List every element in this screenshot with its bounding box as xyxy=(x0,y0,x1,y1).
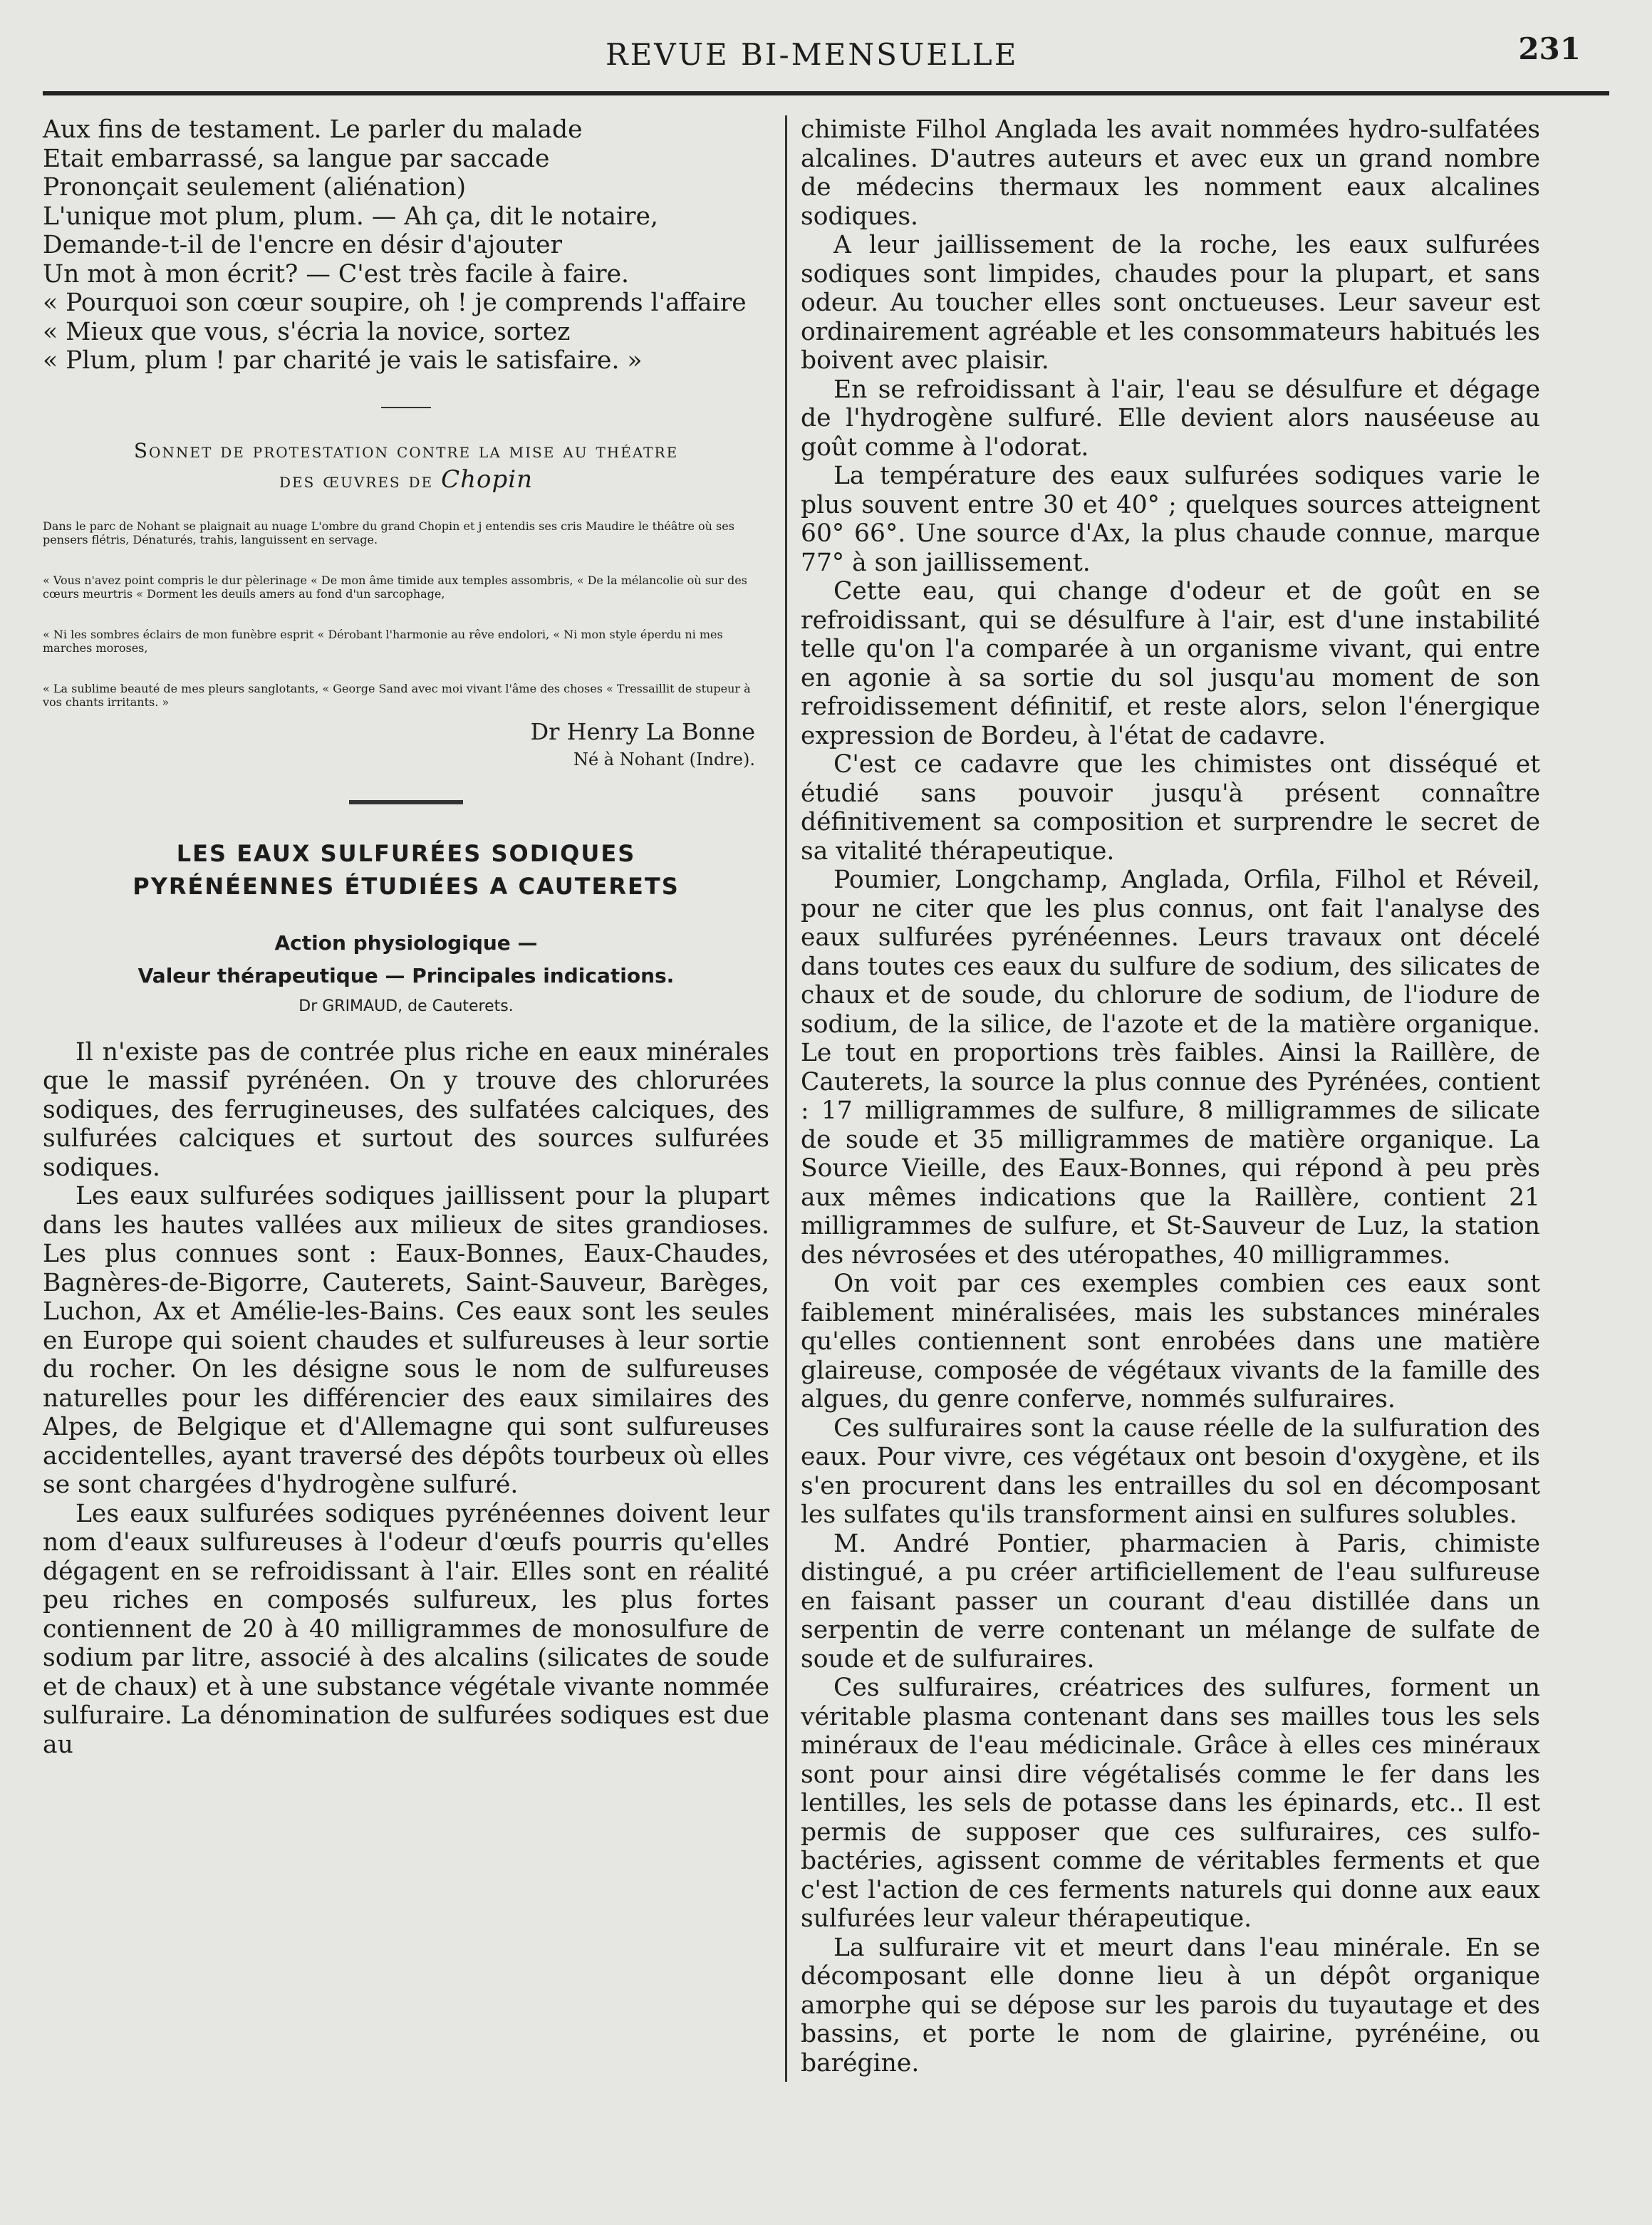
poem-line: « Dérobant l'harmonie au rêve endolori, xyxy=(317,627,550,641)
paragraph: Ces sulfuraires sont la cause réelle de la sulfuration des eaux. Pour vivre, ces végétaux ont besoin d'oxygène, et ils s'en procurent dans les entrailles du sol en décomposant les sulfates qu'ils transforment ainsi en sulfures solubles. xyxy=(801,1414,1540,1529)
poem-line: « Ni mon style éperdu ni mes marches moroses, xyxy=(43,627,723,655)
poem-line: L'unique mot plum, plum. — Ah ça, dit le notaire, xyxy=(43,202,658,231)
sonnet-title xyxy=(43,437,769,495)
sonnet-stanza xyxy=(43,628,769,655)
paragraph: On voit par ces exemples combien ces eaux sont faiblement minéralisées, mais les substances minérales qu'elles contiennent sont enrobées dans une matière glaireuse, composée de végétaux vivants de la famille des algues, du genre conferve, nommés sulfuraires. xyxy=(801,1270,1540,1414)
poem-line: « Vous n'avez point compris le dur pèlerinage xyxy=(43,573,307,587)
paragraph: A leur jaillissement de la roche, les eaux sulfurées sodiques sont limpides, chaudes pour la plupart, et sans odeur. Au toucher elles sont onctueuses. Leur saveur est ordinairement agréable et les consommateurs habitués les boivent avec plaisir. xyxy=(801,231,1540,375)
poem-line: Etait embarrassé, sa langue par saccade xyxy=(43,144,550,173)
paragraph: C'est ce cadavre que les chimistes ont disséqué et étudié sans pouvoir jusqu'à présent connaître définitivement sa composition et surprendre le secret de sa vitalité thérapeutique. xyxy=(801,750,1540,866)
poem-line: « De mon âme timide aux temples assombris, xyxy=(311,573,573,587)
poem-line: « Mieux que vous, s'écria la novice, sortez xyxy=(43,317,571,346)
running-head: REVUE BI-MENSUELLE xyxy=(606,37,1019,72)
sonnet-stanza xyxy=(43,574,769,601)
poem-line: « La sublime beauté de mes pleurs sanglotants, xyxy=(43,681,319,695)
left-column xyxy=(43,115,769,1759)
paragraph: Poumier, Longchamp, Anglada, Orfila, Filhol et Réveil, pour ne citer que les plus connus, ont fait l'analyse des eaux sulfurées pyrénéennes. Leurs travaux ont décelé dans toutes ces eaux du sulfure de sodium, des silicates de chaux et de soude, du chlorure de sodium, de l'iodure de sodium, de la silice, de l'azote et de la matière organique. Le tout en proportions très faibles. Ainsi la Raillère, de Cauterets, la source la plus connue des Pyrénées, contient : 17 milligrammes de sulfure, 8 milligrammes de silicate de soude et 35 milligrammes de matière organique. La Source Vieille, des Eaux-Bonnes, qui répond à peu près aux mêmes indications que la Raillère, contient 21 milligrammes de sulfure, et St-Sauveur de Luz, la station des névrosées et des utéropathes, 40 milligrammes. xyxy=(801,866,1540,1270)
article-author: Dr GRIMAUD, de Cauterets. xyxy=(298,997,514,1015)
poem-excerpt xyxy=(43,115,769,375)
poem-line: Maudire le théâtre où ses pensers flétris, xyxy=(43,519,734,546)
article-separator xyxy=(349,800,463,804)
sonnet-signature-place: Né à Nohant (Indre). xyxy=(573,749,755,769)
paragraph: En se refroidissant à l'air, l'eau se désulfure et dégage de l'hydrogène sulfuré. Elle devient alors nauséeuse au goût comme à l'odorat. xyxy=(801,375,1540,462)
header-rule xyxy=(43,91,1609,95)
article-title: LES EAUX SULFURÉES SODIQUES PYRÉNÉENNES ÉTUDIÉES A CAUTERETS xyxy=(133,839,680,900)
poem-line: « Dorment les deuils amers au fond d'un sarcophage, xyxy=(136,586,445,601)
paragraph: Ces sulfuraires, créatrices des sulfures, forment un véritable plasma contenant dans ses mailles tous les sels minéraux de l'eau médicinale. Grâce à elles ces minéraux sont pour ainsi dire végétalisés comme le fer dans les lentilles, les sels de potasse dans les épinards, etc.. Il est permis de supposer que ces sulfuraires, ces sulfo-bactéries, agissent comme de véritables ferments et que c'est l'action de ces ferments naturels qui donne aux eaux sulfurées leur valeur thérapeutique. xyxy=(801,1674,1540,1933)
poem-line: Dans le parc de Nohant se plaignait au nuage xyxy=(43,519,308,533)
paragraph: La température des eaux sulfurées sodiques varie le plus souvent entre 30 et 40° ; quelques sources atteignent 60° 66°. Une source d'Ax, la plus chaude connue, marque 77° à son jaillissement. xyxy=(801,462,1540,577)
sonnet-title-name: Chopin xyxy=(441,465,533,494)
paragraph: Il n'existe pas de contrée plus riche en eaux minérales que le massif pyrénéen. On y trouve des chlorurées sodiques, des ferrugineuses, des sulfatées calciques, des sulfurées calciques et surtout des sources sulfurées sodiques. xyxy=(43,1037,769,1182)
paragraph: Les eaux sulfurées sodiques pyrénéennes doivent leur nom d'eaux sulfureuses à l'odeur d'œufs pourris qu'elles dégagent en se refroidissant à l'air. Elles sont en réalité peu riches en composés sulfureux, les plus fortes contiennent de 20 à 40 milligrammes de monosulfure de sodium par litre, associé à des alcalins (silicates de soude et de chaux) et à une substance végétale vivante nommée sulfuraire. La dénomination de sulfurées sodiques est due au xyxy=(43,1499,769,1759)
paragraph: M. André Pontier, pharmacien à Paris, chimiste distingué, a pu créer artificiellement de l'eau sulfureuse en faisant passer un courant d'eau distillée dans un serpentin de verre contenant un mélange de sulfate de soude et de sulfuraires. xyxy=(801,1529,1540,1674)
poem-line: Un mot à mon écrit? — C'est très facile à faire. xyxy=(43,259,630,289)
paragraph: La sulfuraire vit et meurt dans l'eau minérale. En se décomposant elle donne lieu à un dépôt organique amorphe qui se dépose sur les parois du tuyautage et des bassins, et porte le nom de glairine, pyrénéine, ou barégine. xyxy=(801,1933,1540,2078)
poem-line: Dénaturés, trahis, languissent en servage. xyxy=(133,532,378,546)
page-number: 231 xyxy=(1518,31,1581,66)
paragraph: Cette eau, qui change d'odeur et de goût en se refroidissant, qui se désulfure à l'air, est d'une instabilité telle qu'on l'a comparée à un organisme vivant, qui entre en agonie à sa sortie du sol jusqu'au moment de son refroidissement définitif, et reste alors, selon l'énergique expression de Bordeu, à l'état de cadavre. xyxy=(801,577,1540,750)
paragraph: chimiste Filhol Anglada les avait nommées hydro-sulfatées alcalines. D'autres auteurs et avec eux un grand nombre de médecins thermaux les nomment eaux alcalines sodiques. xyxy=(801,115,1540,231)
sonnet-signature: Dr Henry La Bonne xyxy=(530,717,755,745)
page-header xyxy=(43,28,1609,85)
poem-line: « Tressaillit de stupeur à vos chants irritants. » xyxy=(43,681,751,709)
article-subtitle: Action physiologique — Valeur thérapeutique — Principales indications. xyxy=(137,930,675,987)
poem-line: « Pourquoi son cœur soupire, oh ! je comprends l'affaire xyxy=(43,289,747,317)
poem-line: « George Sand avec moi vivant l'âme des choses xyxy=(322,681,603,695)
poem-line: L'ombre du grand Chopin et j entendis ses cris xyxy=(311,519,583,533)
column-divider xyxy=(785,115,787,2082)
poem-line: « Plum, plum ! par charité je vais le satisfaire. » xyxy=(43,346,643,375)
sonnet-title-line: Sonnet de protestation contre la mise au théatre xyxy=(133,438,679,462)
poem-line: Aux fins de testament. Le parler du malade xyxy=(43,115,583,144)
section-separator xyxy=(381,407,431,408)
poem-line: « Ni les sombres éclairs de mon funèbre esprit xyxy=(43,627,314,641)
poem-line: Prononçait seulement (aliénation) xyxy=(43,173,467,202)
sonnet-stanza xyxy=(43,519,769,546)
sonnet-stanza xyxy=(43,682,769,709)
poem-line: Demande-t-il de l'encre en désir d'ajouter xyxy=(43,231,563,259)
poem-line: « De la mélancolie où sur des cœurs meurtris xyxy=(43,573,747,601)
sonnet-title-line: des œuvres de Chopin xyxy=(279,465,533,494)
right-column xyxy=(801,115,1540,2078)
paragraph: Les eaux sulfurées sodiques jaillissent pour la plupart dans les hautes vallées aux milieux de sites grandioses. Les plus connues sont : Eaux-Bonnes, Eaux-Chaudes, Bagnères-de-Bigorre, Cauterets, Saint-Sauveur, Barèges, Luchon, Ax et Amélie-les-Bains. Ces eaux sont les seules en Europe qui soient chaudes et sulfureuses à leur sortie du rocher. On les désigne sous le nom de sulfureuses naturelles pour les différencier des eaux similaires des Alpes, de Belgique et d'Allemagne qui sont sulfureuses accidentelles, ayant traversé des dépôts tourbeux où elles se sont chargées d'hydrogène sulfuré. xyxy=(43,1182,769,1499)
